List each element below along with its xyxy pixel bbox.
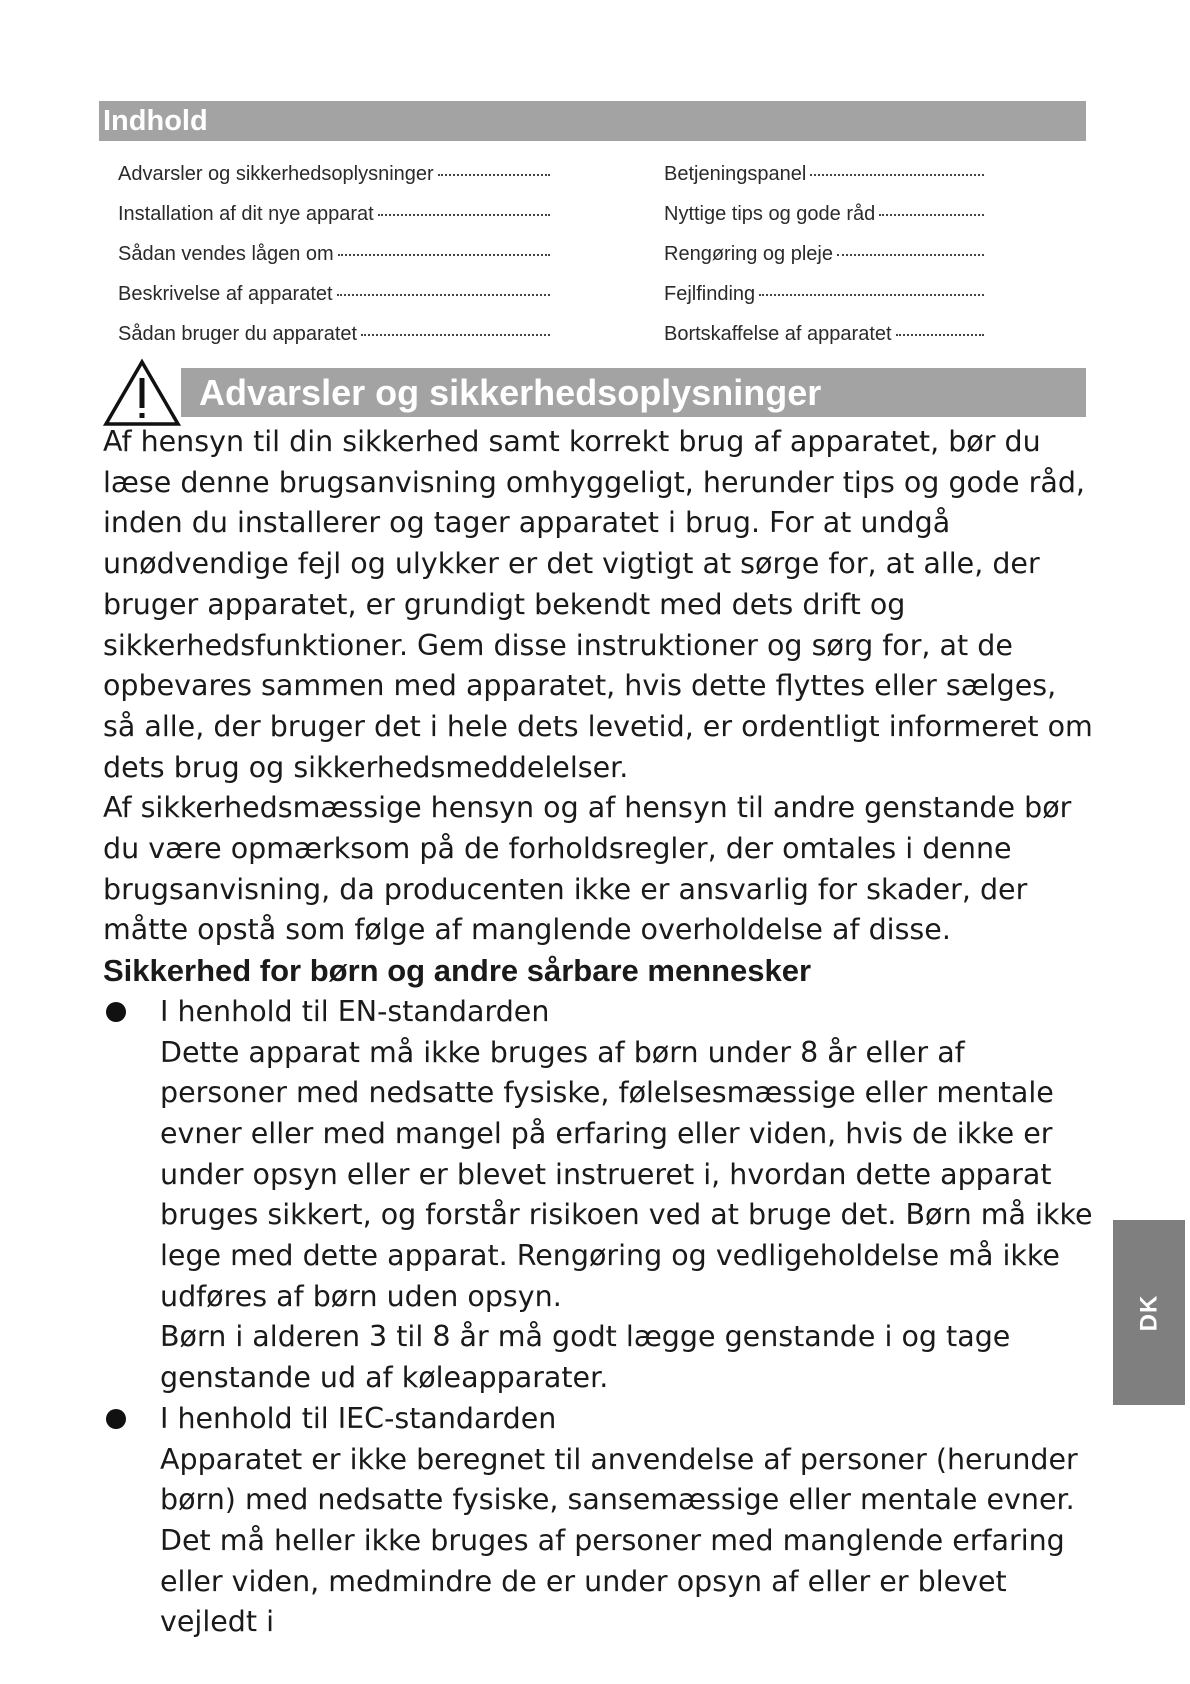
- bullet-title: I henhold til EN-standarden: [160, 994, 550, 1028]
- toc-entry[interactable]: Nyttige tips og gode råd: [664, 203, 984, 243]
- toc-entry[interactable]: Advarsler og sikkerhedsoplysninger: [118, 163, 550, 203]
- language-tab: [1113, 1220, 1185, 1405]
- warning-triangle-icon: [102, 358, 182, 428]
- bullet-text: Apparatet er ikke beregnet til anvendelse af personer (herunder børn) med nedsatte fysiske, sansemæssige eller mentale evner. Det må heller ikke bruges af personer med manglende erfaring eller viden, medmindre de er under opsyn af eller er blevet vejledt i: [160, 1442, 1078, 1639]
- toc-entry[interactable]: Sådan bruger du apparatet: [118, 323, 550, 363]
- subheading: Sikkerhed for børn og andre sårbare mennesker: [103, 953, 812, 989]
- bullet-dot-icon: [106, 1002, 126, 1022]
- bullet-title: I henhold til IEC-standarden: [160, 1401, 557, 1435]
- language-tab-label: DK: [1134, 1294, 1162, 1331]
- toc-entry[interactable]: Beskrivelse af apparatet: [118, 283, 550, 323]
- bullet-text: Dette apparat må ikke bruges af børn under 8 år eller af personer med nedsatte fysiske, følelsesmæssige eller mentale evner eller med mangel på erfaring eller viden, hvis de ikke er under opsyn eller er blevet instrueret i, hvordan dette apparat bruges sikkert, og forstår risikoen ved at bruge det. Børn må ikke lege med dette apparat. Rengøring og vedligeholdelse må ikke udføres af børn uden opsyn.: [160, 1035, 1093, 1313]
- toc-entry[interactable]: Betjeningspanel: [664, 163, 984, 203]
- toc-entry[interactable]: Bortskaffelse af apparatet: [664, 323, 984, 363]
- toc-entry[interactable]: Fejlfinding: [664, 283, 984, 323]
- intro-paragraph: Af sikkerhedsmæssige hensyn og af hensyn til andre genstande bør du være opmærksom på de forholdsregler, der omtales i denne brugsanvisning, da producenten ikke er ansvarlig for skader, der måtte opstå som følge af manglende overholdelse af disse.: [103, 791, 1072, 947]
- bullet-item: [103, 1399, 1093, 1643]
- toc-entry[interactable]: Installation af dit nye apparat: [118, 203, 550, 243]
- intro-paragraph: Af hensyn til din sikkerhed samt korrekt brug af apparatet, bør du læse denne brugsanvisning omhyggeligt, herunder tips og gode råd, inden du installerer og tager apparatet i brug. For at undgå unødvendige fejl og ulykker er det vigtigt at sørge for, at alle, der bruger apparatet, er grundigt bekendt med dets drift og sikkerhedsfunktioner. Gem disse instruktioner og sørg for, at de opbevares sammen med apparatet, hvis dette flyttes eller sælges, så alle, der bruger det i hele dets levetid, er ordentligt informeret om dets brug og sikkerhedsmeddelelser.: [103, 425, 1093, 784]
- toc-heading: Indhold: [99, 101, 1086, 141]
- toc-left-column: [118, 163, 550, 363]
- toc-entry[interactable]: Sådan vendes lågen om: [118, 243, 550, 283]
- bullet-dot-icon: [106, 1409, 126, 1429]
- section-body: [103, 422, 1093, 1643]
- bullet-text: Børn i alderen 3 til 8 år må godt lægge genstande i og tage genstande ud af køleapparater.: [160, 1320, 1011, 1395]
- toc-right-column: [664, 163, 984, 363]
- section-title: Advarsler og sikkerhedsoplysninger: [181, 368, 1086, 417]
- bullet-item: [103, 992, 1093, 1399]
- toc-entry[interactable]: Rengøring og pleje: [664, 243, 984, 283]
